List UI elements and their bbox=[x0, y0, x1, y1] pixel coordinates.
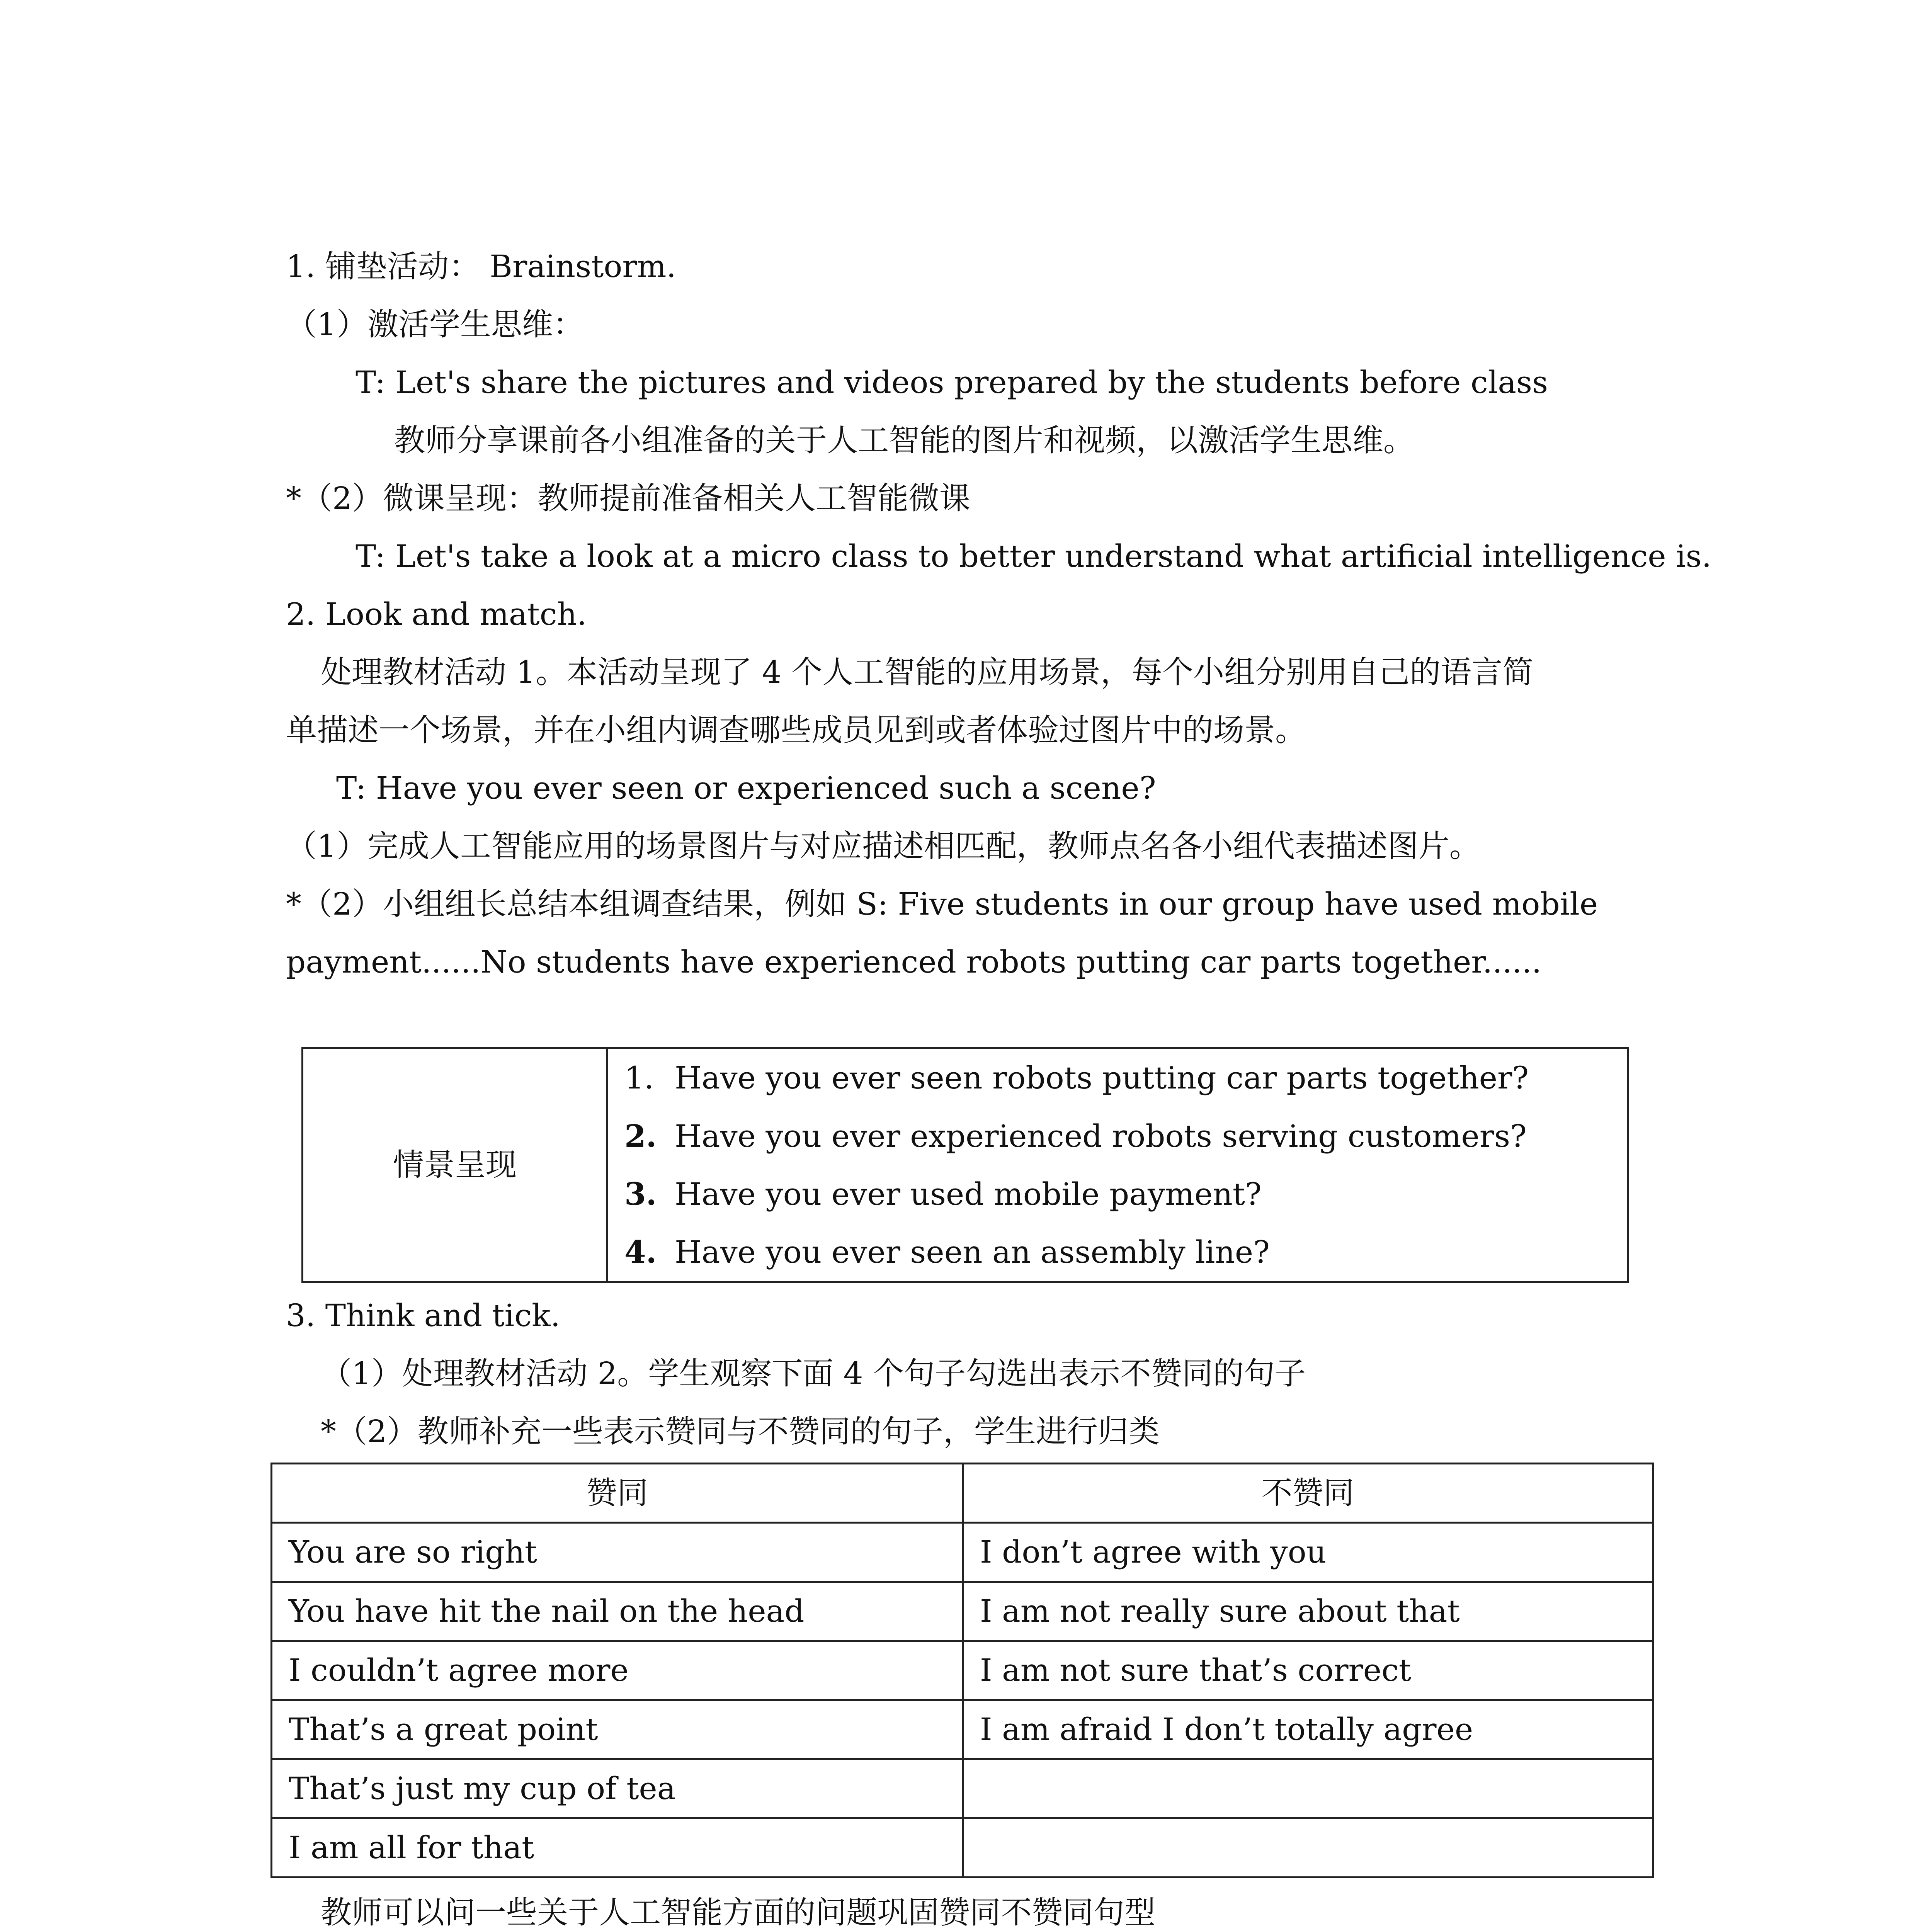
section-1-teacher-line-2: T: Let's take a look at a micro class to better understand what artificial intelligence is. bbox=[356, 538, 1712, 574]
section-1-sub-1: （1）激活学生思维： bbox=[286, 306, 584, 342]
table-row bbox=[272, 1700, 1653, 1759]
section-1-sub-2: *（2）微课呈现：教师提前准备相关人工智能微课 bbox=[286, 480, 970, 516]
agree-cell: I am all for that bbox=[272, 1818, 963, 1878]
section-3-sub-2: *（2）教师补充一些表示赞同与不赞同的句子，学生进行归类 bbox=[321, 1413, 1160, 1449]
table-row bbox=[272, 1641, 1653, 1700]
survey-question-text: Have you ever experienced robots serving customers? bbox=[675, 1118, 1527, 1154]
disagree-cell: I am not really sure about that bbox=[963, 1582, 1653, 1641]
section-1-teacher-line-1: T: Let's share the pictures and videos prepared by the students before class bbox=[356, 364, 1548, 400]
survey-question-number: 2. bbox=[624, 1117, 657, 1154]
section-2-sub-2-line-1: *（2）小组组长总结本组调查结果，例如 S: Five students in our group have used mobile bbox=[286, 886, 1598, 922]
table-header-row bbox=[272, 1464, 1653, 1523]
disagree-cell bbox=[963, 1818, 1653, 1878]
disagree-cell bbox=[963, 1759, 1653, 1818]
survey-question-number: 1. bbox=[624, 1060, 654, 1096]
section-1-chinese-line: 教师分享课前各小组准备的关于人工智能的图片和视频，以激活学生思维。 bbox=[394, 422, 1414, 458]
column-header-agree: 赞同 bbox=[272, 1464, 963, 1523]
table-row bbox=[272, 1759, 1653, 1818]
disagree-cell: I am afraid I don’t totally agree bbox=[963, 1700, 1653, 1759]
after-table-text: 教师可以问一些关于人工智能方面的问题巩固赞同不赞同句型 bbox=[321, 1895, 1155, 1930]
survey-question bbox=[607, 1107, 1628, 1165]
survey-question bbox=[607, 1223, 1628, 1282]
survey-question-text: Have you ever seen robots putting car parts together? bbox=[675, 1060, 1529, 1096]
agree-cell: You have hit the nail on the head bbox=[272, 1582, 963, 1641]
agree-disagree-table bbox=[270, 1463, 1654, 1878]
section-2-teacher-line: T: Have you ever seen or experienced such a scene? bbox=[336, 770, 1156, 806]
agree-cell: You are so right bbox=[272, 1523, 963, 1582]
survey-question bbox=[607, 1165, 1628, 1223]
section-3-sub-1: （1）处理教材活动 2。学生观察下面 4 个句子勾选出表示不赞同的句子 bbox=[321, 1355, 1306, 1391]
disagree-cell: I am not sure that’s correct bbox=[963, 1641, 1653, 1700]
section-3-heading: 3. Think and tick. bbox=[286, 1298, 560, 1333]
table-row bbox=[272, 1818, 1653, 1878]
survey-table bbox=[301, 1047, 1629, 1283]
section-2-sub-2-line-2: payment......No students have experienced robots putting car parts together...... bbox=[286, 944, 1542, 980]
section-2-sub-1: （1）完成人工智能应用的场景图片与对应描述相匹配，教师点名各小组代表描述图片。 bbox=[286, 828, 1480, 864]
survey-question-text: Have you ever used mobile payment? bbox=[675, 1176, 1262, 1212]
survey-label: 情景呈现 bbox=[393, 1147, 517, 1183]
agree-cell: That’s a great point bbox=[272, 1700, 963, 1759]
survey-question bbox=[607, 1048, 1628, 1107]
agree-cell: I couldn’t agree more bbox=[272, 1641, 963, 1700]
table-row bbox=[272, 1523, 1653, 1582]
agree-cell: That’s just my cup of tea bbox=[272, 1759, 963, 1818]
section-1-heading: 1. 铺垫活动： Brainstorm. bbox=[286, 248, 676, 284]
disagree-cell: I don’t agree with you bbox=[963, 1523, 1653, 1582]
survey-title bbox=[0, 1003, 1917, 1041]
table-row bbox=[272, 1582, 1653, 1641]
survey-question-number: 4. bbox=[624, 1233, 657, 1270]
survey-question-text: Have you ever seen an assembly line? bbox=[675, 1234, 1270, 1270]
section-2-paragraph-line-2: 单描述一个场景，并在小组内调查哪些成员见到或者体验过图片中的场景。 bbox=[286, 712, 1306, 748]
column-header-disagree: 不赞同 bbox=[963, 1464, 1653, 1523]
section-2-paragraph-line-1: 处理教材活动 1。本活动呈现了 4 个人工智能的应用场景，每个小组分别用自己的语言简 bbox=[321, 654, 1534, 690]
section-2-heading: 2. Look and match. bbox=[286, 596, 587, 632]
survey-label-cell bbox=[303, 1048, 607, 1282]
survey-question-number: 3. bbox=[624, 1175, 657, 1212]
